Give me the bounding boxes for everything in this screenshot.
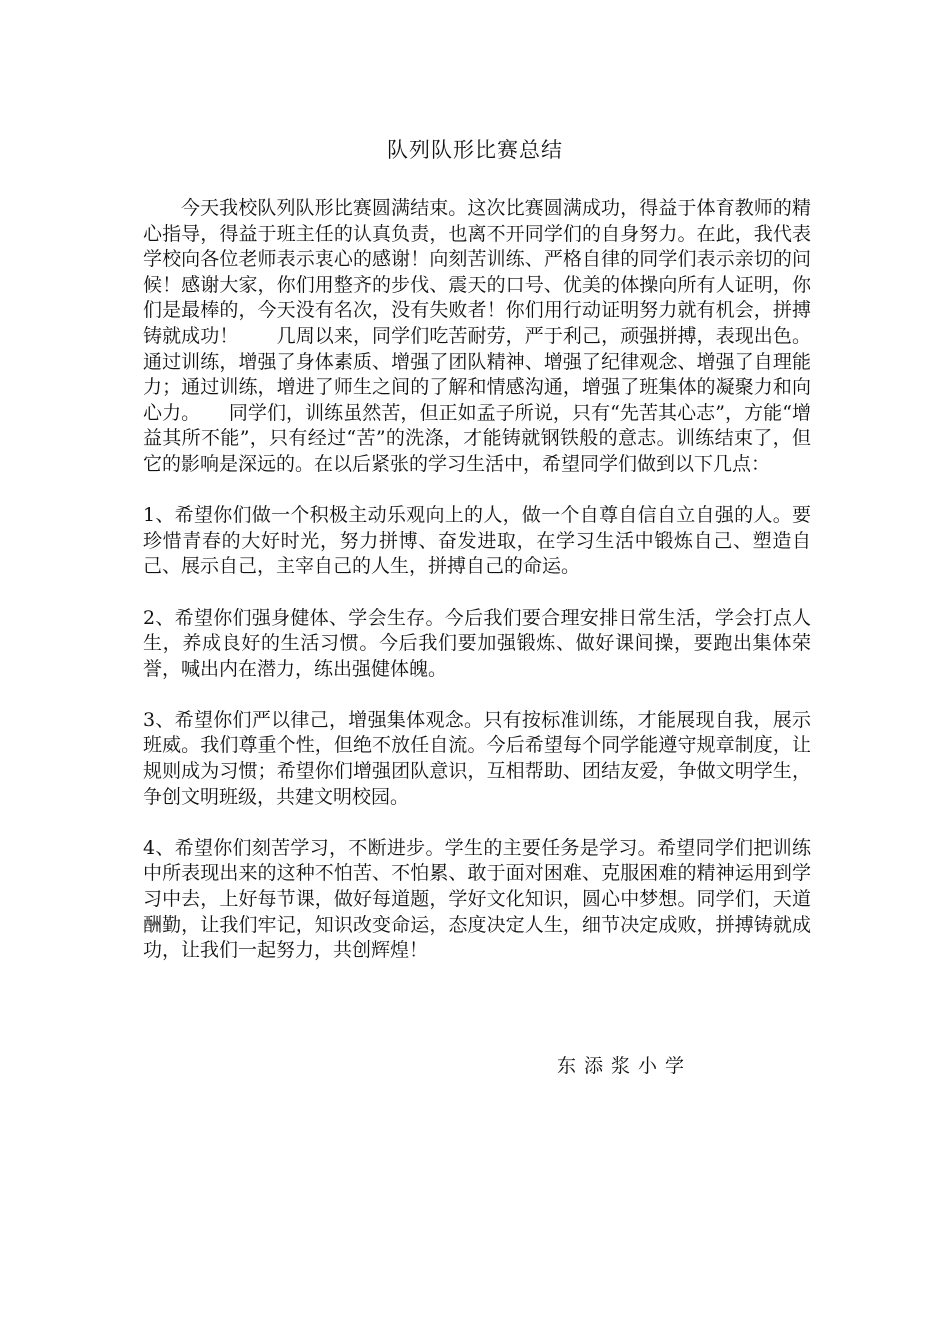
point-paragraph-3: 3、希望你们严以律己，增强集体观念。只有按标准训练，才能展现自我，展示班威。我们尊重个性，但绝不放任自流。今后希望每个同学能遵守规章制度，让规则成为习惯；希望你们增强团队意识，互相帮助、团结友爱，争做文明学生，争创文明班级，共建文明校园。 [143, 708, 811, 808]
point-paragraph-1: 1、希望你们做一个积极主动乐观向上的人，做一个自尊自信自立自强的人。要珍惜青春的大好时光，努力拼博、奋发进取，在学习生活中锻炼自己、塑造自己、展示自己，主宰自己的人生，拼搏自己的命运。 [143, 504, 811, 578]
document-title: 队列队形比赛总结 [387, 138, 563, 162]
school-signature: 东添浆小学 [557, 1055, 693, 1077]
document-body [143, 196, 811, 989]
point-paragraph-2: 2、希望你们强身健体、学会生存。今后我们要合理安排日常生活，学会打点人生，养成良好的生活习惯。今后我们要加强锻炼、做好课间操，要跑出集体荣誉，喊出内在潜力，练出强健体魄。 [143, 606, 811, 680]
point-paragraph-4: 4、希望你们刻苦学习，不断进步。学生的主要任务是学习。希望同学们把训练中所表现出来的这种不怕苦、不怕累、敢于面对困难、克服困难的精神运用到学习中去，上好每节课，做好每道题，学好文化知识，圆心中梦想。同学们，天道酬勤，让我们牢记，知识改变命运，态度决定人生，细节决定成败，拼搏铸就成功，让我们一起努力，共创辉煌！ [143, 836, 811, 962]
intro-paragraph: 今天我校队列队形比赛圆满结束。这次比赛圆满成功，得益于体育教师的精心指导，得益于班主任的认真负责，也离不开同学们的自身努力。在此，我代表学校向各位老师表示衷心的感谢！向刻苦训练、严格自律的同学们表示亲切的问候！感谢大家，你们用整齐的步伐、震天的口号、优美的体操向所有人证明，你们是最棒的，今天没有名次，没有失败者！你们用行动证明努力就有机会，拼搏铸就成功！ 几周以来，同学们吃苦耐劳，严于利己，顽强拼搏，表现出色。通过训练，增强了身体素质、增强了团队精神、增强了纪律观念、增强了自理能力；通过训练，增进了师生之间的了解和情感沟通，增强了班集体的凝聚力和向心力。 同学们，训练虽然苦，但正如孟子所说，只有“先苦其心志”，方能“增益其所不能”，只有经过“苦”的洗涤，才能铸就钢铁般的意志。训练结束了，但它的影响是深远的。在以后紧张的学习生活中，希望同学们做到以下几点： [143, 197, 811, 475]
